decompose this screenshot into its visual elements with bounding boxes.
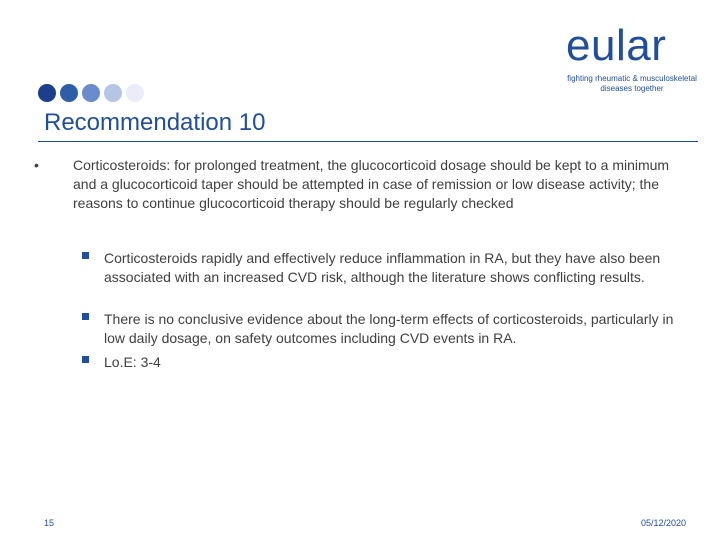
slide-title: Recommendation 10 <box>44 109 266 136</box>
sub-bullet-text: Corticosteroids rapidly and effectively reduce inflammation in RA, but they have also been associated with an increased CVD risk, although the literature shows conflicting results. <box>104 250 661 286</box>
title-divider <box>38 141 698 142</box>
bullet-marker: • <box>34 157 39 173</box>
square-bullet-icon <box>82 356 89 363</box>
dot-2 <box>60 84 78 102</box>
square-bullet-icon <box>82 313 89 320</box>
page-number: 15 <box>44 518 55 528</box>
slide-date: 05/12/2020 <box>640 518 686 528</box>
logo-wordmark: eular <box>566 21 667 70</box>
dot-3 <box>82 84 100 102</box>
main-bullet-text: Corticosteroids: for prolonged treatment, the glucocorticoid dosage should be kept to a minimum and a glucocorticoid taper should be attempted in case of remission or low disease activity; the reasons to continue glucocorticoid therapy should be regularly checked <box>73 157 670 212</box>
sub-bullet-text: There is no conclusive evidence about the long-term effects of corticosteroids, particularly in low daily dosage, on safety outcomes including CVD events in RA. <box>104 311 674 347</box>
dot-1 <box>38 84 56 102</box>
decorative-dots <box>38 84 144 102</box>
square-bullet-icon <box>82 252 89 259</box>
dot-4 <box>104 84 122 102</box>
sub-bullet-text: Lo.E: 3-4 <box>104 354 161 370</box>
logo-tagline: fighting rheumatic & musculoskeletal diseases together <box>567 74 697 93</box>
eular-logo <box>560 21 700 96</box>
dot-5 <box>126 84 144 102</box>
